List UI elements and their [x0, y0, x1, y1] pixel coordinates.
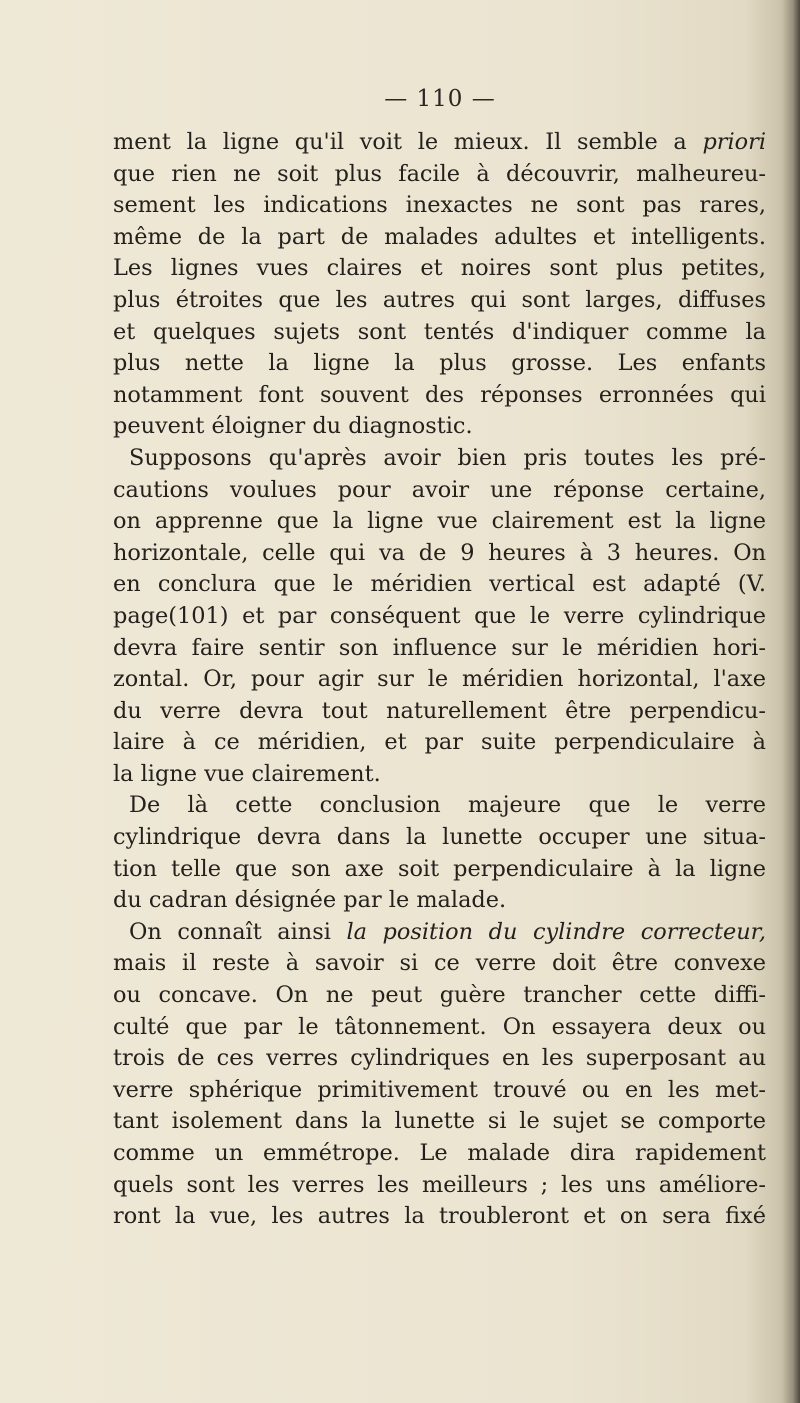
text-line: et quelques sujets sont tentés d'indiquer comme la — [113, 318, 766, 345]
text-line: Les lignes vues claires et noires sont plus petites, — [113, 255, 766, 282]
text-line: tant isolement dans la lunette si le sujet se comporte — [113, 1108, 766, 1135]
body-text — [113, 127, 766, 1233]
text-line: Supposons qu'après avoir bien pris toutes les pré- — [129, 444, 766, 471]
text-line: cautions voulues pour avoir une réponse certaine, — [113, 476, 766, 503]
page-edge-shadow — [782, 0, 800, 1403]
text-line: quels sont les verres les meilleurs ; les uns améliore- — [113, 1171, 766, 1198]
text-line: page(101) et par conséquent que le verre cylindrique — [113, 602, 766, 629]
text-line: laire à ce méridien, et par suite perpendiculaire à — [113, 729, 766, 756]
text-line: trois de ces verres cylindriques en les superposant au — [113, 1045, 766, 1072]
text-line: culté que par le tâtonnement. On essayera deux ou — [113, 1013, 766, 1040]
text-line: tion telle que son axe soit perpendiculaire à la ligne — [113, 855, 766, 882]
text-line: ront la vue, les autres la troubleront et on sera fixé — [113, 1203, 766, 1230]
text-line: De là cette conclusion majeure que le verre — [129, 792, 766, 819]
text-line: cylindrique devra dans la lunette occuper une situa- — [113, 824, 766, 851]
text-line: du verre devra tout naturellement être perpendicu- — [113, 697, 766, 724]
text-segment: On connaît ainsi — [129, 918, 347, 945]
text-line: même de la part de malades adultes et intelligents. — [113, 223, 766, 250]
page-number: — 110 — — [384, 86, 496, 112]
text-line — [113, 127, 766, 159]
text-line: que rien ne soit plus facile à découvrir, malheureu- — [113, 160, 766, 187]
italic-phrase: la position du cylindre correcteur, — [346, 918, 766, 945]
text-line: la ligne vue clairement. — [113, 760, 381, 787]
text-line: mais il reste à savoir si ce verre doit être convexe — [113, 950, 766, 977]
text-line: verre sphérique primitivement trouvé ou en les met- — [113, 1076, 766, 1103]
text-line: ou concave. On ne peut guère trancher cette diffi- — [113, 982, 766, 1009]
text-line: du cadran désignée par le malade. — [113, 887, 507, 914]
text-line: on apprenne que la ligne vue clairement est la ligne — [113, 508, 766, 535]
text-line: notamment font souvent des réponses erronnées qui — [113, 381, 766, 408]
text-segment: ment la ligne qu'il voit le mieux. Il semble a — [113, 129, 703, 155]
text-line: zontal. Or, pour agir sur le méridien horizontal, l'axe — [113, 666, 766, 693]
text-line: comme un emmétrope. Le malade dira rapidement — [113, 1140, 766, 1166]
text-line: devra faire sentir son influence sur le méridien hori- — [113, 634, 766, 661]
text-line: plus étroites que les autres qui sont larges, diffuses — [113, 286, 766, 313]
text-line — [113, 917, 766, 949]
italic-word: priori — [702, 129, 766, 155]
text-line: plus nette la ligne la plus grosse. Les enfants — [113, 350, 766, 377]
text-line: sement les indications inexactes ne sont pas rares, — [113, 192, 766, 219]
text-line: peuvent éloigner du diagnostic. — [113, 413, 473, 440]
text-line: horizontale, celle qui va de 9 heures à 3 heures. On — [113, 539, 766, 566]
text-line: en conclura que le méridien vertical est adapté (V. — [113, 571, 766, 598]
